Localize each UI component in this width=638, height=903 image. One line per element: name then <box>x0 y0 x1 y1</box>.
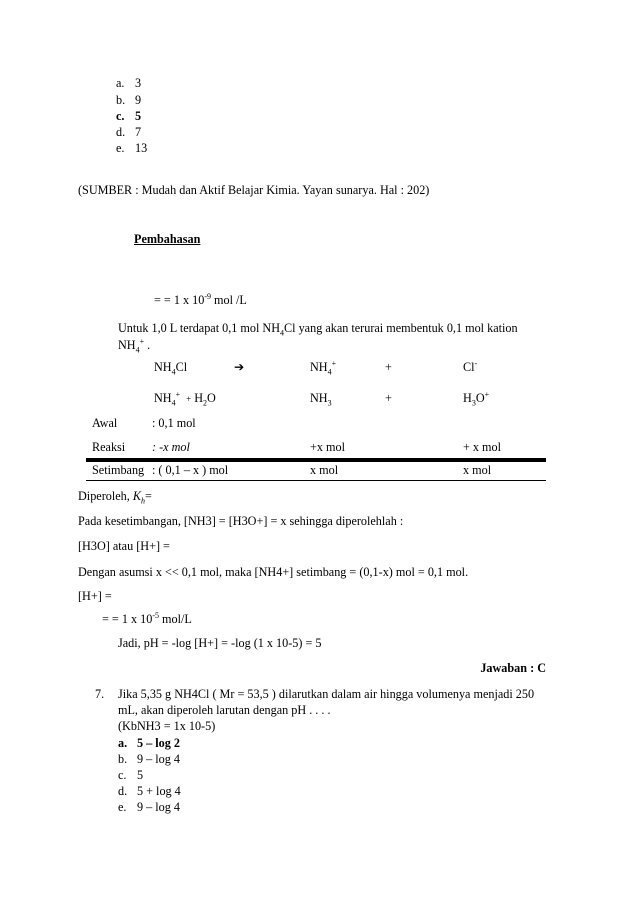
option-e: e. 13 <box>116 141 148 155</box>
question-7-line3: (KbNH3 = 1x 10-5) <box>118 719 216 733</box>
intro-line-1: Untuk 1,0 L terdapat 0,1 mol $NH_4Cl$ yang akan terurai membentuk 0,1 mol kation <box>118 321 518 338</box>
reaction1-product2: Cl- <box>463 358 478 374</box>
row-reaksi-label: Reaksi <box>92 440 126 454</box>
option-a: a. 3 <box>116 76 142 90</box>
equation-h-result: = = 1 x $10^{-5}$ mol/L <box>102 610 192 626</box>
option-c-answer: c. 5 <box>116 109 142 123</box>
row-setimbang-c2: x mol <box>310 463 339 477</box>
row-setimbang-label: Setimbang <box>92 463 145 477</box>
row-reaksi-c1: : -x mol <box>152 440 190 454</box>
reaction1-reactant: $NH_4Cl$ <box>154 360 188 377</box>
asumsi-line: Dengan asumsi x << 0,1 mol, maka [NH4+] setimbang = (0,1-x) mol = 0,1 mol. <box>78 565 469 579</box>
arrow-icon: ➔ <box>234 360 245 374</box>
source-citation: (SUMBER : Mudah dan Aktif Belajar Kimia. Yayan sunarya. Hal : 202) <box>78 183 430 197</box>
row-awal-c1: : 0,1 mol <box>152 416 196 430</box>
row-reaksi-c2: +x mol <box>310 440 345 454</box>
row-setimbang-c1: : ( 0,1 – x ) mol <box>152 463 229 477</box>
reaction2-plus: + <box>385 391 392 405</box>
q7-option-d: d. 5 + log 4 <box>118 784 181 798</box>
reaction1-product1: $NH_4^+$ <box>310 358 337 377</box>
option-d: d. 7 <box>116 125 142 139</box>
reaction1-plus: + <box>385 360 392 374</box>
reaction2-product2: $H_3O^+$ <box>463 389 490 408</box>
row-reaksi-c3: + x mol <box>463 440 502 454</box>
reaction2-reactants: $NH_4^+ + H_2O$ <box>154 389 216 408</box>
h3o-line: [H3O] atau [H+] = <box>78 539 170 553</box>
reaction2-product1: $NH_3$ <box>310 391 332 408</box>
question-7-number: 7. <box>95 687 105 701</box>
q7-option-b: b. 9 – log 4 <box>118 752 180 766</box>
kesetimbangan-line: Pada kesetimbangan, [NH3] = [H3O+] = x sehingga diperolehlah : <box>78 514 404 528</box>
section-heading: Pembahasan <box>134 232 201 246</box>
table-rule-bottom <box>86 480 546 481</box>
option-b: b. 9 <box>116 93 142 107</box>
table-rule-thick <box>86 458 546 462</box>
q7-option-a-answer: a. 5 – log 2 <box>118 736 180 750</box>
question-7-line2: mL, akan diperoleh larutan dengan pH . . . . <box>118 703 331 717</box>
q7-option-e: e. 9 – log 4 <box>118 800 180 814</box>
equation-concentration: = = 1 x $10^{-9}$ mol /L <box>154 291 247 307</box>
intro-line-2: $NH_4^+$ . <box>118 336 151 355</box>
diperoleh-line: Diperoleh, $K_h=$ <box>78 489 152 506</box>
row-setimbang-c3: x mol <box>463 463 492 477</box>
row-awal-label: Awal <box>92 416 118 430</box>
h-concentration-line: [H+] = <box>78 589 112 603</box>
q7-option-c: c. 5 <box>118 768 144 782</box>
ph-result-line: Jadi, pH = -log [H+] = -log (1 x 10-5) = 5 <box>118 636 322 650</box>
question-7-line1: Jika 5,35 g NH4Cl ( Mr = 53,5 ) dilarutkan dalam air hingga volumenya menjadi 250 <box>118 687 535 701</box>
answer-label: Jawaban : C <box>480 661 546 675</box>
